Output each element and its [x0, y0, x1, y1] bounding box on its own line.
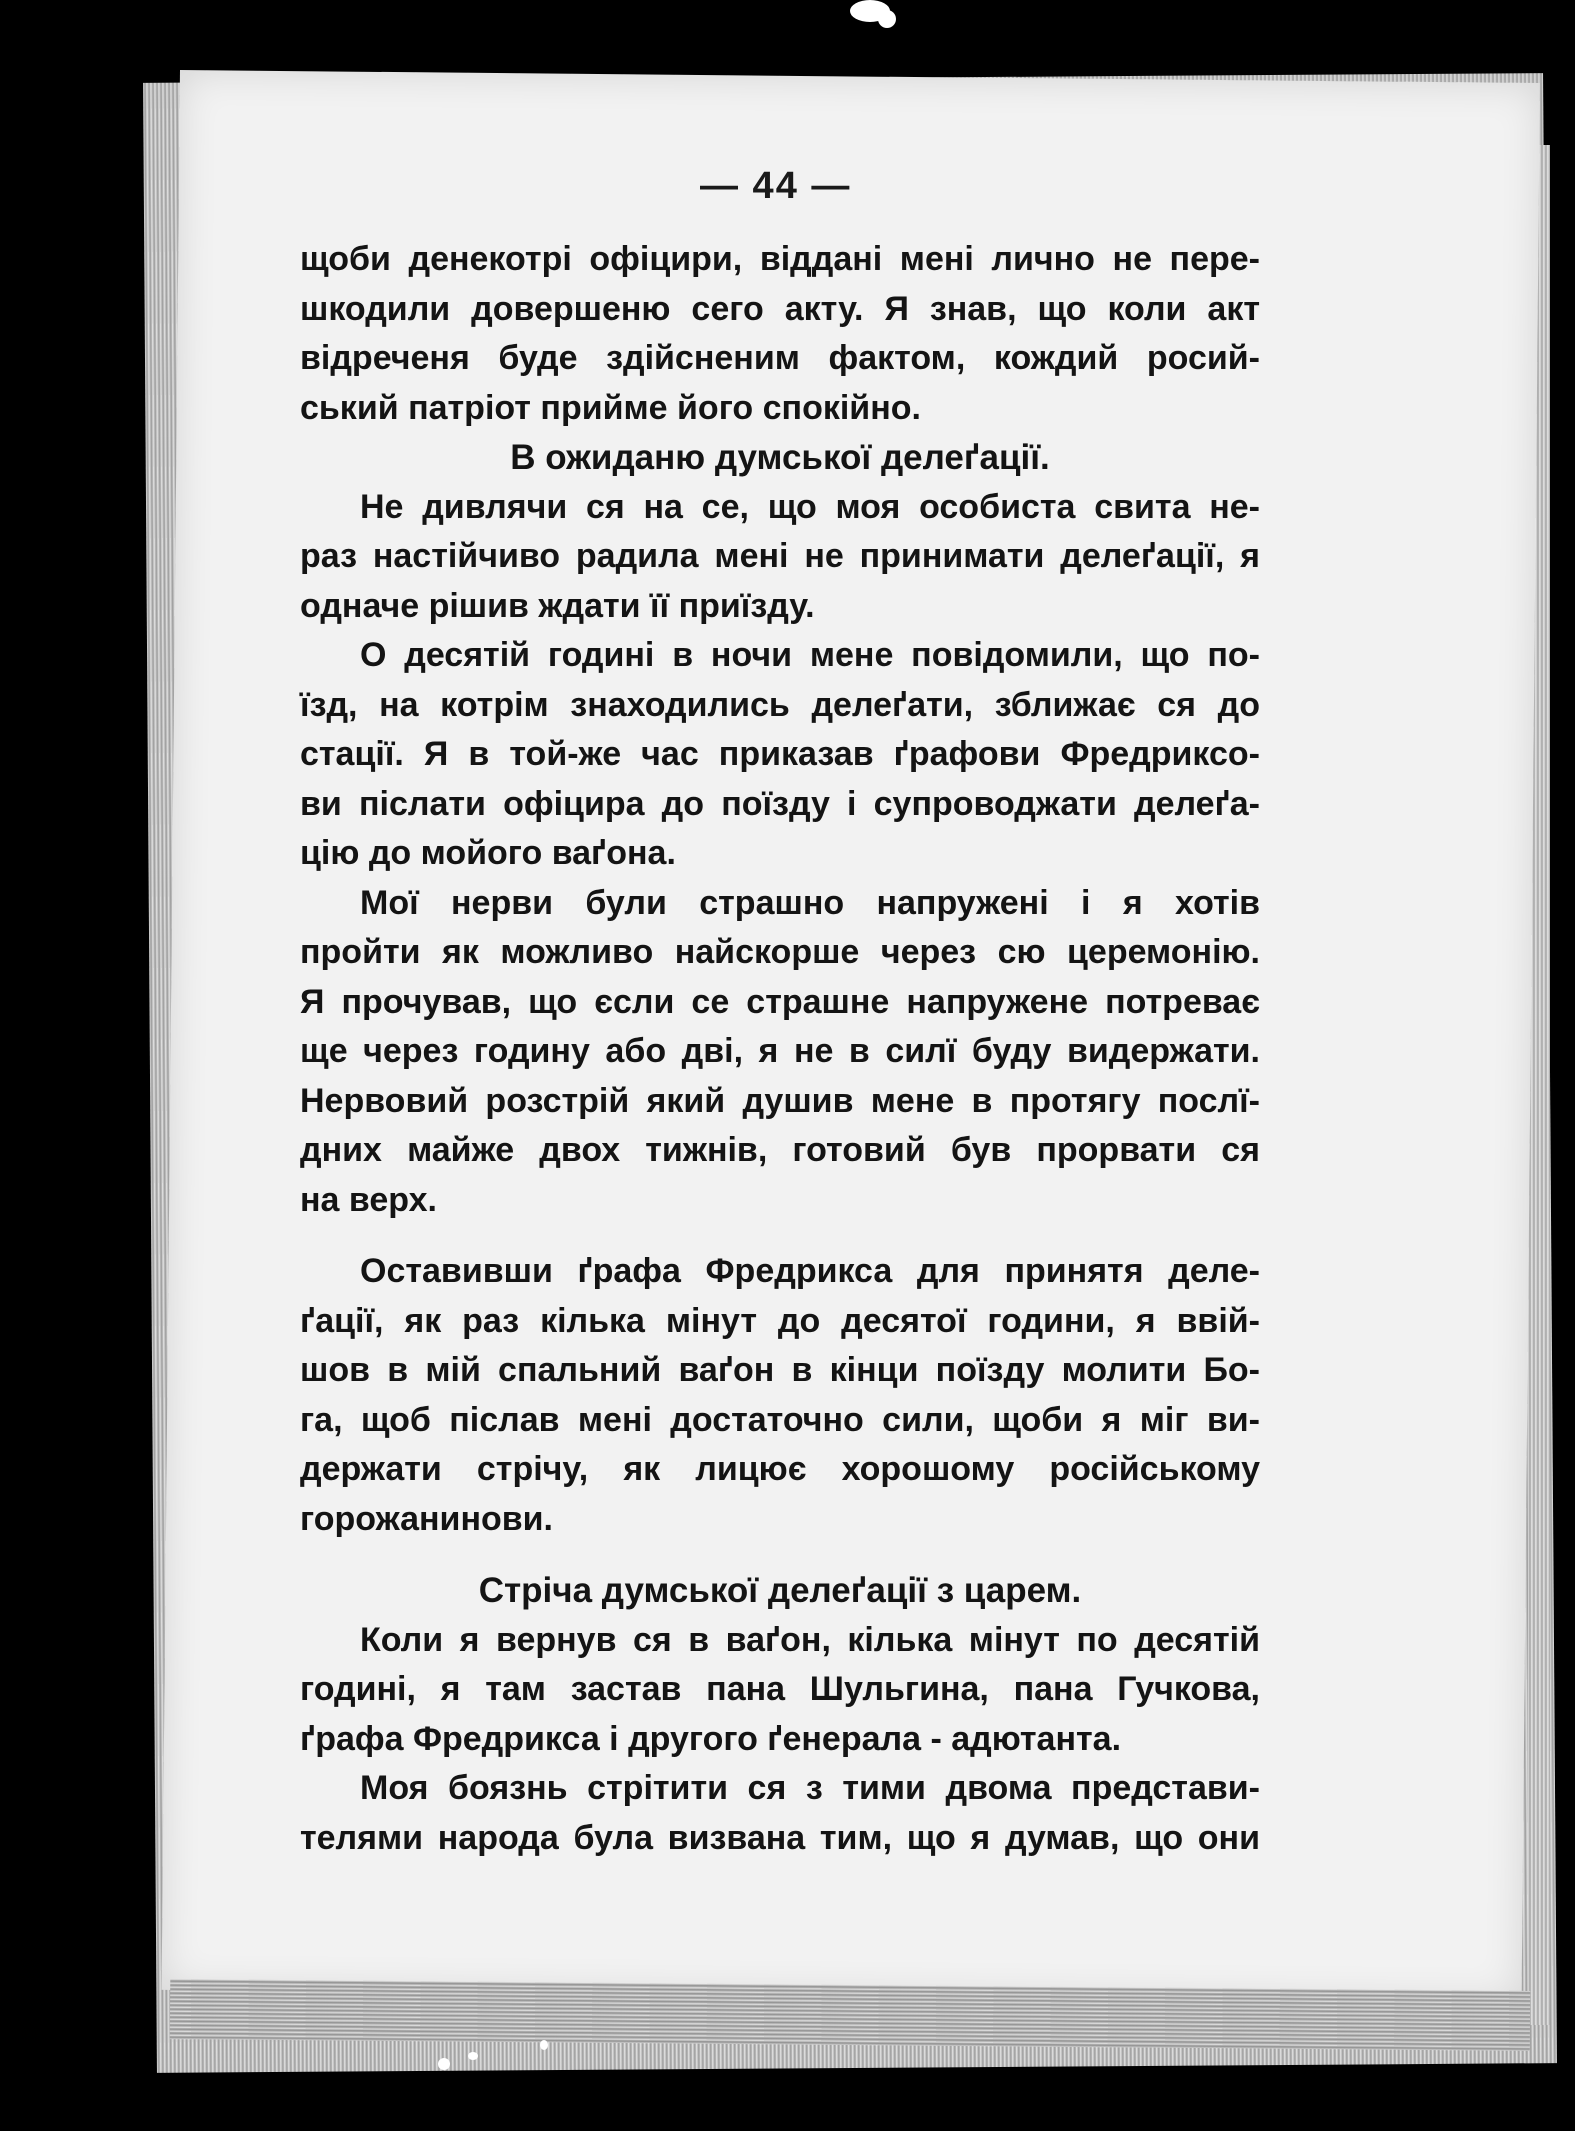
text-line: ґації, як раз кілька мінут до десятої години, я ввій- [300, 1301, 1260, 1340]
text-line: Я прочував, що єсли се страшне напружене потреває [300, 982, 1260, 1021]
text-line: одначе рішив ждати її приїзду. [300, 586, 815, 625]
text-line: шов в мій спальний ваґон в кінци поїзду молити Бо- [300, 1351, 1260, 1389]
text-line: на верх. [300, 1180, 437, 1219]
paragraph-gap [300, 1544, 1260, 1566]
page-text [300, 235, 1260, 1863]
text-line: Не дивлячи ся на се, що моя особиста свита не- [360, 487, 1260, 526]
text-line: держати стрічу, як лицює хорошому російському [300, 1450, 1260, 1488]
text-line: ський патріот прийме його спокійно. [300, 388, 921, 427]
text-line: відреченя буде здійсненим фактом, кождий росий- [300, 339, 1260, 377]
section-heading: Стріча думської делеґації з царем. [478, 1571, 1082, 1610]
text-line: Оставивши ґрафа Фредрикса для принятя деле- [360, 1252, 1260, 1290]
paragraph [300, 879, 1260, 1226]
text-line: ґрафа Фредрикса і другого ґенерала - адютанта. [300, 1719, 1122, 1758]
text-line: телями народа була визвана тим, що я думав, що они [300, 1818, 1260, 1857]
text-line: горожанинови. [300, 1499, 553, 1538]
page-number: — 44 — [700, 165, 852, 207]
text-line: га, щоб післав мені достаточно сили, щоби я міг ви- [300, 1400, 1260, 1439]
paragraph [300, 631, 1260, 879]
paragraph-gap [300, 1225, 1260, 1247]
text-line: О десятій годині в ночи мене повідомили, що по- [360, 636, 1260, 674]
scan-speck [540, 2040, 548, 2050]
paragraph [300, 1616, 1260, 1765]
text-line: їзд, на котрім знаходились делеґати, зближає ся до [300, 685, 1260, 724]
scan-speck [438, 2058, 450, 2070]
paragraph [300, 483, 1260, 632]
section-heading: В ожиданю думської делеґації. [510, 438, 1050, 477]
text-line: годині, я там застав пана Шульгина, пана Гучкова, [300, 1670, 1260, 1708]
paragraph [300, 1764, 1260, 1863]
text-line: ви післати офіцира до поїзду і супроводжати делеґа- [300, 784, 1260, 823]
text-line: Нервовий розстрій який душив мене в протягу послї- [300, 1081, 1260, 1120]
text-line: ще через годину або дві, я не в силї буду видержати. [300, 1032, 1260, 1070]
text-line: Моя боязнь стрітити ся з тими двома представи- [360, 1769, 1260, 1807]
text-line: щоби денекотрі офіцири, віддані мені лично не пере- [300, 240, 1260, 278]
text-line: дних майже двох тижнів, готовий був прорвати ся [300, 1131, 1260, 1169]
intro-paragraph [300, 235, 1260, 433]
text-line: цію до мойого ваґона. [300, 834, 676, 872]
book-bottom-edge [170, 1979, 1530, 2051]
scan-speck [468, 2052, 478, 2060]
text-line: раз настійчиво радила мені не принимати делеґації, я [300, 537, 1260, 575]
text-line: Мої нерви були страшно напружені і я хотів [360, 883, 1260, 922]
text-line: шкодили довершеню сего акту. Я знав, що коли акт [300, 289, 1260, 328]
text-line: стації. Я в той-же час приказав ґрафови Фредриксо- [300, 735, 1260, 773]
scan-speck [878, 10, 896, 28]
text-line: пройти як можливо найскорше через сю церемонію. [300, 933, 1260, 971]
text-line: Коли я вернув ся в ваґон, кілька мінут по десятій [360, 1620, 1260, 1659]
paragraph [300, 1247, 1260, 1544]
